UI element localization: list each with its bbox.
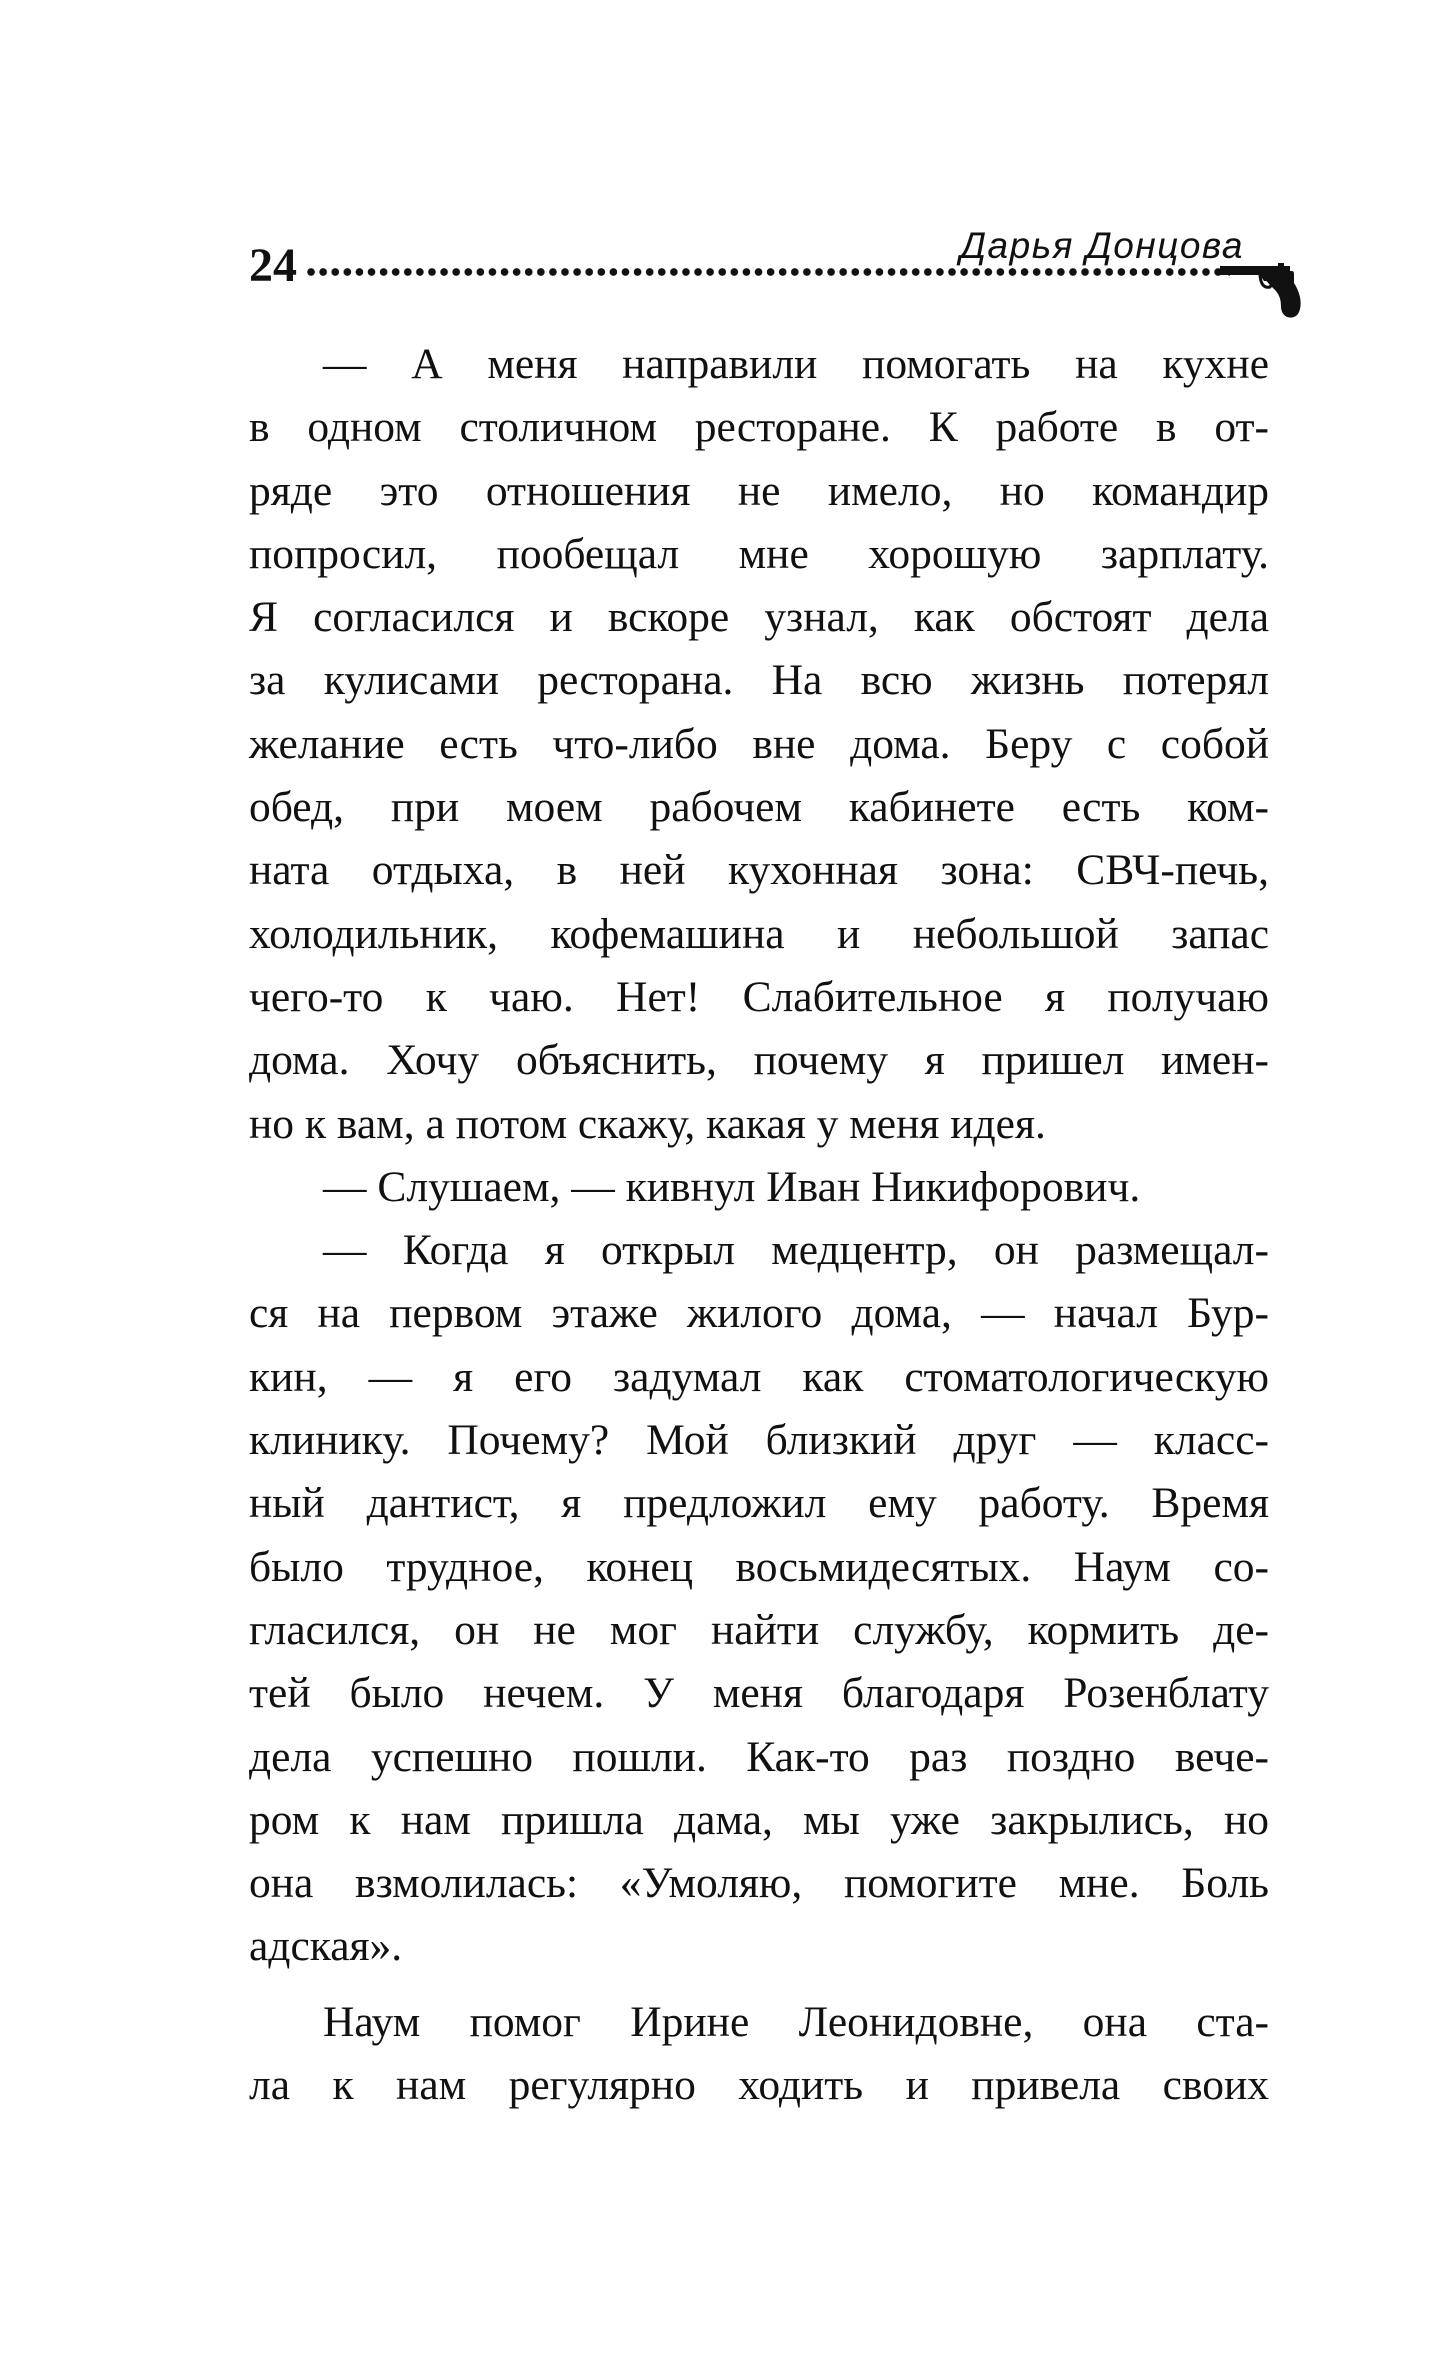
text-line: желание есть что-либо вне дома. Беру с собой xyxy=(249,719,1269,768)
text-line: ла к нам регулярно ходить и привела своих xyxy=(249,2061,1269,2110)
text-line: ся на первом этаже жилого дома, — начал Бур- xyxy=(249,1289,1269,1338)
text-line: было трудное, конец восьмидесятых. Наум со- xyxy=(249,1542,1269,1591)
text-line: тей было нечем. У меня благодаря Розенблату xyxy=(249,1669,1269,1718)
text-line: гласился, он не мог найти службу, кормить де- xyxy=(249,1605,1269,1654)
text-line: ряде это отношения не имело, но командир xyxy=(249,466,1269,515)
text-line: но к вам, а потом скажу, какая у меня идея. xyxy=(249,1099,1046,1148)
text-line: ный дантист, я предложил ему работу. Время xyxy=(249,1479,1269,1528)
text-line: — А меня направили помогать на кухне xyxy=(323,340,1269,388)
text-line: дома. Хочу объяснить, почему я пришел имен- xyxy=(249,1036,1269,1085)
text-line: клинику. Почему? Мой близкий друг — класс- xyxy=(249,1416,1269,1465)
page-number: 24 xyxy=(249,239,297,292)
text-line: за кулисами ресторана. На всю жизнь потерял xyxy=(249,656,1269,705)
text-line: чего-то к чаю. Нет! Слабительное я получаю xyxy=(249,972,1269,1021)
revolver-icon xyxy=(1220,262,1302,320)
text-line: попросил, пообещал мне хорошую зарплату. xyxy=(249,529,1269,578)
text-line: — Слушаем, — кивнул Иван Никифорович. xyxy=(323,1162,1141,1211)
text-line: ната отдыха, в ней кухонная зона: СВЧ-печь, xyxy=(249,846,1269,895)
text-line: дела успешно пошли. Как-то раз поздно вече- xyxy=(249,1732,1269,1781)
text-line: ром к нам пришла дама, мы уже закрылись, но xyxy=(249,1795,1269,1844)
body-text xyxy=(249,333,1269,2117)
text-line: адская». xyxy=(249,1922,403,1971)
text-line: — Когда я открыл медцентр, он размещал- xyxy=(323,1226,1269,1275)
running-head-author: Дарья Донцова xyxy=(960,225,1245,266)
text-line: Наум помог Ирине Леонидовне, она ста- xyxy=(323,1997,1269,2046)
text-line: в одном столичном ресторане. К работе в от- xyxy=(249,403,1269,452)
text-line: она взмолилась: «Умоляю, помогите мне. Боль xyxy=(249,1859,1269,1908)
text-line: кин, — я его задумал как стоматологическую xyxy=(249,1352,1269,1401)
text-line: Я согласился и вскоре узнал, как обстоят дела xyxy=(249,593,1269,642)
text-line: обед, при моем рабочем кабинете есть ком- xyxy=(249,783,1269,832)
text-line: холодильник, кофемашина и небольшой запас xyxy=(249,909,1269,958)
